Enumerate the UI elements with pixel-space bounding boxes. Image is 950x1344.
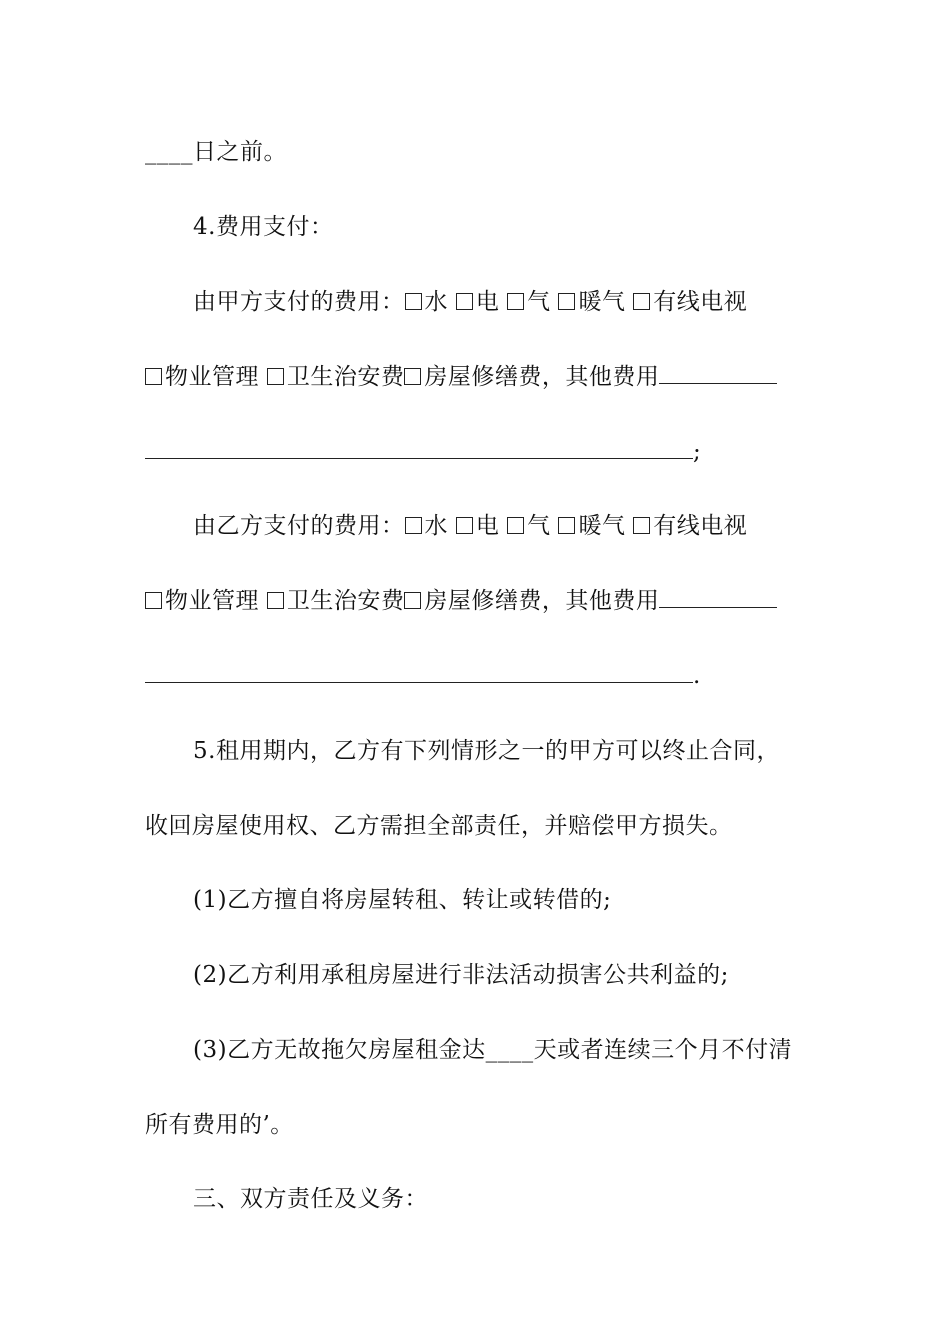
fill-line xyxy=(145,437,810,467)
fee-item-electricity: 电 xyxy=(475,289,500,315)
fee-item-water: 水 xyxy=(424,513,448,539)
checkbox-icon[interactable] xyxy=(456,293,473,310)
checkbox-icon[interactable] xyxy=(558,293,575,310)
party-b-fees-line-2 xyxy=(145,586,810,616)
checkbox-icon[interactable] xyxy=(633,293,650,310)
checkbox-icon[interactable] xyxy=(558,517,575,534)
party-a-fees-lead: 由甲方支付的费用： xyxy=(193,289,405,315)
fee-item-gas: 气 xyxy=(527,289,551,315)
fee-item-heating: 暖气 xyxy=(578,289,626,315)
fill-blank[interactable] xyxy=(145,664,693,683)
line-end-punctuation: ; xyxy=(693,439,702,465)
checkbox-icon[interactable] xyxy=(456,517,473,534)
fee-item-repair: 房屋修缮费 xyxy=(424,364,542,390)
clause-5-line-1: 5.租用期内，乙方有下列情形之一的甲方可以终止合同， xyxy=(193,738,780,764)
checkbox-icon[interactable] xyxy=(405,293,422,310)
section-heading-3: 三、双方责任及义务： xyxy=(193,1186,428,1212)
fill-line xyxy=(145,661,810,691)
text-line-1 xyxy=(145,137,810,167)
fee-item-cable-tv: 有线电视 xyxy=(653,513,748,539)
clause-5-item-2: (2)乙方利用承租房屋进行非法活动损害公共利益的; xyxy=(193,962,729,988)
clause-5-line-2: 收回房屋使用权、乙方需担全部责任，并赔偿甲方损失。 xyxy=(145,813,733,839)
fee-item-property: 物业管理 xyxy=(165,588,259,614)
days-blank: ____ xyxy=(485,1037,534,1063)
fee-item-property: 物业管理 xyxy=(165,364,259,390)
clause-5-item-1: (1)乙方擅自将房屋转租、转让或转借的; xyxy=(193,887,612,913)
line-end-punctuation: . xyxy=(693,663,701,689)
other-fees-label: ，其他费用 xyxy=(541,364,660,390)
section-heading-4: 4.费用支付： xyxy=(193,214,334,240)
other-fees-label: ，其他费用 xyxy=(541,588,660,614)
text: 天或者连续三个月不付清 xyxy=(533,1037,793,1063)
fee-item-cable-tv: 有线电视 xyxy=(653,289,748,315)
fee-item-electricity: 电 xyxy=(475,513,500,539)
checkbox-icon[interactable] xyxy=(633,517,650,534)
clause-5-item-3-cont: 所有费用的’。 xyxy=(145,1112,294,1138)
fill-blank[interactable] xyxy=(659,589,777,608)
party-b-fees-line xyxy=(193,511,810,541)
text: (3)乙方无故拖欠房屋租金达 xyxy=(193,1037,486,1063)
clause-5-item-3 xyxy=(193,1035,810,1065)
fee-item-sanitation: 卫生治安费 xyxy=(286,588,405,614)
fee-item-repair: 房屋修缮费 xyxy=(424,588,542,614)
party-a-fees-line xyxy=(193,287,810,317)
fee-item-gas: 气 xyxy=(527,513,551,539)
fee-item-water: 水 xyxy=(424,289,448,315)
date-blank: ____ xyxy=(145,139,193,165)
checkbox-icon[interactable] xyxy=(145,592,162,609)
checkbox-icon[interactable] xyxy=(267,592,284,609)
checkbox-icon[interactable] xyxy=(267,368,284,385)
fill-blank[interactable] xyxy=(659,365,777,384)
checkbox-icon[interactable] xyxy=(404,368,421,385)
checkbox-icon[interactable] xyxy=(145,368,162,385)
party-b-fees-lead: 由乙方支付的费用： xyxy=(193,513,405,539)
checkbox-icon[interactable] xyxy=(507,517,524,534)
fill-blank[interactable] xyxy=(145,440,693,459)
checkbox-icon[interactable] xyxy=(507,293,524,310)
checkbox-icon[interactable] xyxy=(404,592,421,609)
text: 日之前。 xyxy=(193,139,287,165)
fee-item-heating: 暖气 xyxy=(578,513,626,539)
fee-item-sanitation: 卫生治安费 xyxy=(286,364,405,390)
party-a-fees-line-2 xyxy=(145,362,810,392)
checkbox-icon[interactable] xyxy=(405,517,422,534)
